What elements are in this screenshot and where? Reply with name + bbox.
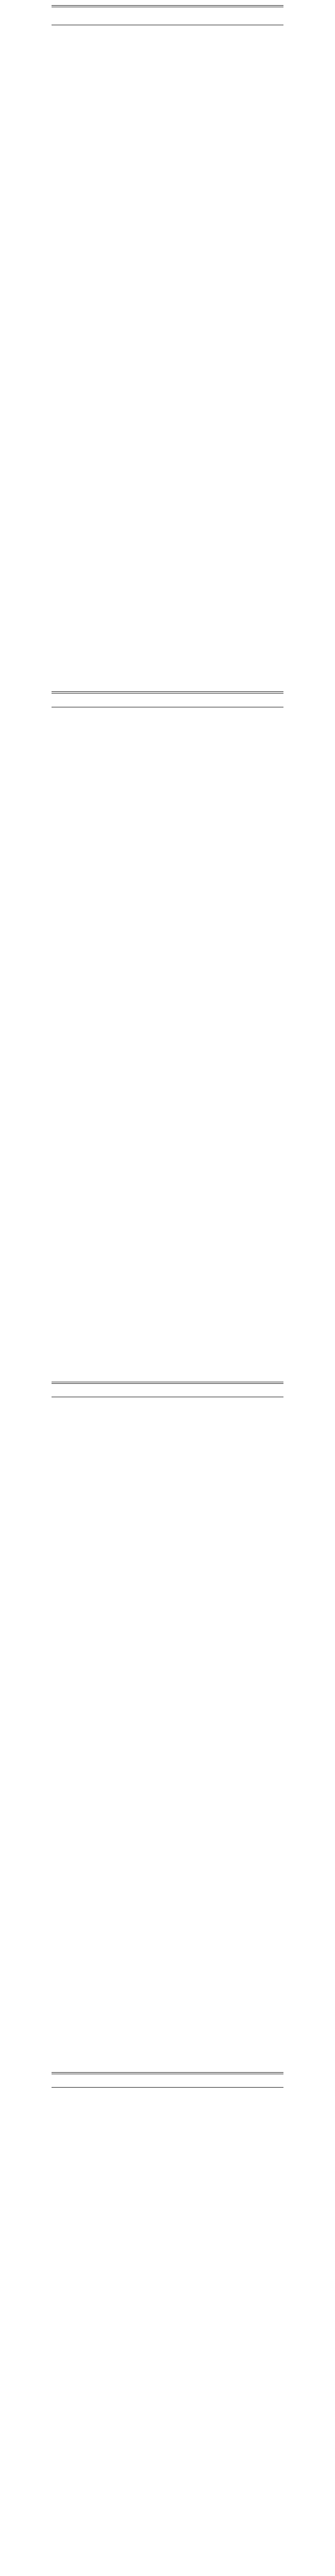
- rating-cell: [217, 24, 240, 25]
- rating-cell: [240, 2087, 262, 2088]
- rating-cell: [240, 1396, 262, 1397]
- table-row: [52, 706, 283, 707]
- rating-cell: [195, 2087, 217, 2088]
- table-block-3: [52, 1381, 283, 1397]
- indicator-cell: [52, 2087, 195, 2088]
- table-block-1: [52, 4, 283, 25]
- table-row: [52, 1396, 283, 1397]
- indicator-cell: [52, 706, 195, 707]
- rating-cell: [195, 706, 217, 707]
- indicator-cell: [52, 24, 195, 25]
- rating-cell: [240, 24, 262, 25]
- indicator-table: [52, 2072, 283, 2088]
- rating-cell: [261, 2087, 283, 2088]
- rating-cell: [195, 1396, 217, 1397]
- rating-cell: [261, 706, 283, 707]
- rating-cell: [217, 2087, 240, 2088]
- table-block-4: [52, 2071, 283, 2088]
- indicator-table: [52, 1382, 283, 1397]
- indicator-cell: [52, 1396, 195, 1397]
- table-block-2: [52, 690, 283, 707]
- rating-cell: [195, 24, 217, 25]
- table-row: [52, 2087, 283, 2088]
- rating-cell: [217, 706, 240, 707]
- rating-cell: [217, 1396, 240, 1397]
- rating-cell: [261, 24, 283, 25]
- rating-cell: [261, 1396, 283, 1397]
- table-row: [52, 24, 283, 25]
- rating-cell: [240, 706, 262, 707]
- indicator-table: [52, 691, 283, 707]
- indicator-table: [52, 5, 283, 25]
